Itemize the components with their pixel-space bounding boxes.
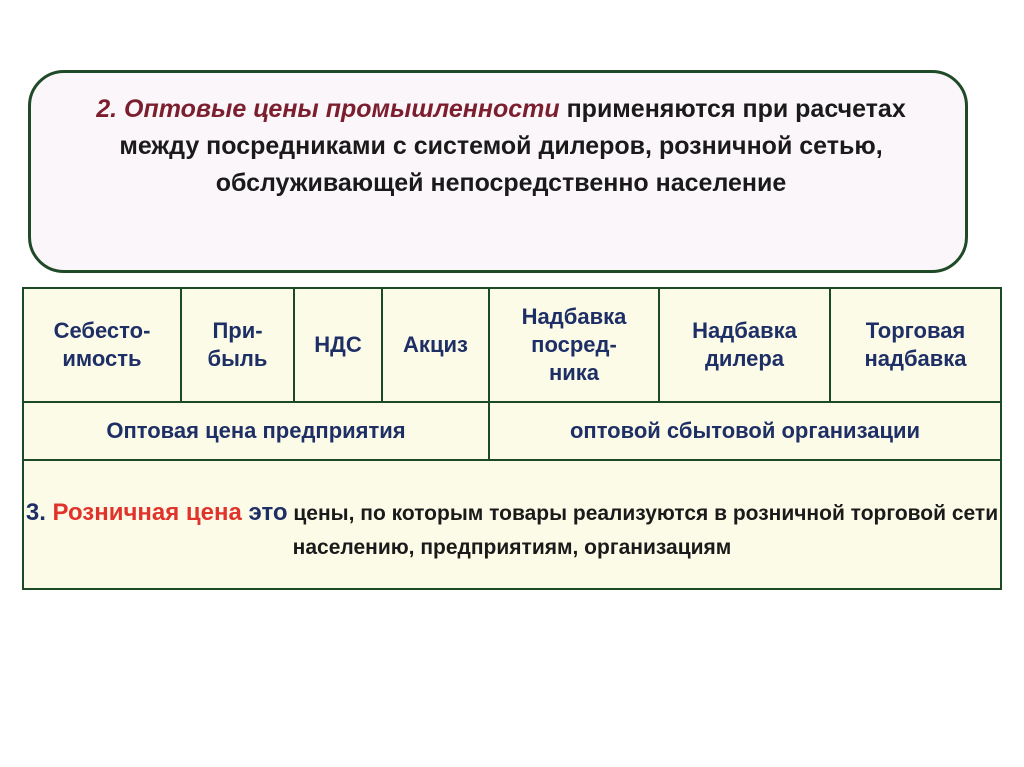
retail-definition-text: цены, по которым товары реализуются в розничной торговой сети населению, предприятиям, организациям (287, 502, 999, 559)
price-levels-row (23, 402, 1001, 460)
retail-row (23, 460, 1001, 589)
retail-definition (23, 460, 1001, 589)
retail-connector: это (241, 499, 288, 526)
component-excise: Акциз (382, 288, 489, 402)
component-dealer-markup: Надбавка дилера (659, 288, 830, 402)
price-structure-table (22, 287, 1002, 590)
components-row (23, 288, 1001, 402)
retail-number: 3. (25, 499, 53, 526)
component-vat: НДС (294, 288, 382, 402)
retail-term: Розничная цена (52, 499, 242, 526)
definition-lead: 2. Оптовые цены промышленности (96, 95, 560, 123)
wholesale-sales-org-price: оптовой сбытовой организации (489, 402, 1001, 460)
component-intermediary-markup: Надбавка посред-ника (489, 288, 659, 402)
component-trade-markup: Торговая надбавка (830, 288, 1001, 402)
component-profit: При-быль (181, 288, 294, 402)
enterprise-wholesale-price: Оптовая цена предприятия (23, 402, 489, 460)
definition-box (28, 70, 968, 273)
definition-text (61, 91, 941, 202)
component-cost: Себесто-имость (23, 288, 181, 402)
definition-rest: применяются при расчетах между посредниками с системой дилеров, розничной сетью, обслуживающей непосредственно население (119, 95, 906, 197)
